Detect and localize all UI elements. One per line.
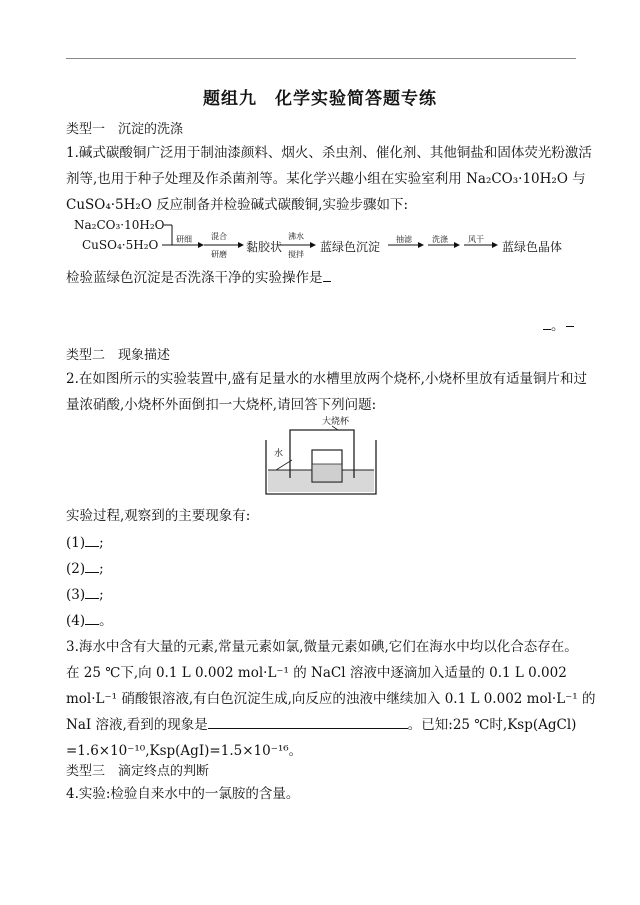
step-mill: 研磨	[211, 250, 227, 259]
reagent-2: CuSO₄·5H₂O	[82, 238, 159, 252]
header-rule	[66, 58, 576, 59]
q3-line5: =1.6×10⁻¹⁰,Ksp(AgI)=1.5×10⁻¹⁶。	[66, 743, 303, 759]
q2-answer-list	[66, 530, 113, 634]
section-heading-type3: 类型三 滴定终点的判断	[66, 764, 210, 779]
q3-line3: mol·L⁻¹ 硝酸银溶液,有白色沉淀生成,向反应的浊液中继续加入 0.1 L 0.002 mol·L⁻¹ 的	[66, 691, 596, 707]
question-1-text	[66, 140, 592, 218]
q1-answer-blank-2[interactable]	[566, 326, 574, 327]
q3-line4: NaI 溶液,看到的现象是 。已知:25 ℃时,Ksp(AgCl)	[66, 717, 577, 733]
step-grind: 研细	[176, 235, 192, 244]
q2-item-2: (2) ;	[66, 561, 104, 577]
q2-line1: 2.在如图所示的实验装置中,盛有足量水的水槽里放两个烧杯,小烧杯里放有适量铜片和过	[66, 371, 587, 387]
q2-blank-3[interactable]	[85, 598, 99, 599]
page-title: 题组九 化学实验简答题专练	[203, 89, 437, 109]
q2-line2: 量浓硝酸,小烧杯外面倒扣一大烧杯,请回答下列问题:	[66, 397, 377, 413]
step-dry: 风干	[468, 235, 484, 244]
step-mix: 混合	[211, 232, 227, 241]
question-2-text	[66, 366, 587, 418]
apparatus-diagram	[262, 414, 382, 496]
q1-question-text: 检验蓝绿色沉淀是否洗涤干净的实验操作是	[66, 270, 323, 286]
step-stir: 搅拌	[288, 250, 304, 259]
q1-question	[66, 266, 331, 286]
section-heading-type1: 类型一 沉淀的洗涤	[66, 122, 184, 137]
step-boil-water: 沸水	[288, 232, 304, 241]
q2-blank-4[interactable]	[85, 624, 99, 625]
q3-answer-blank[interactable]	[208, 728, 408, 729]
flow-diagram	[66, 216, 578, 262]
q1-line2: 剂等,也用于种子处理及作杀菌剂等。某化学兴趣小组在实验室利用 Na₂CO₃·10H₂O 与	[66, 171, 586, 187]
q2-blank-1[interactable]	[85, 546, 99, 547]
q1-answer-blank-1[interactable]	[323, 281, 331, 282]
q2-item-1: (1) ;	[66, 535, 104, 551]
label-big-beaker: 大烧杯	[322, 417, 350, 427]
q1-answer-blank-3[interactable]	[543, 329, 551, 330]
product-crystal: 蓝绿色晶体	[502, 240, 563, 254]
q1-line3: CuSO₄·5H₂O 反应制备并检验碱式碳酸铜,实验步骤如下:	[66, 197, 409, 213]
q1-line1: 1.碱式碳酸铜广泛用于制油漆颜料、烟火、杀虫剂、催化剂、其他铜盐和固体荧光粉激活	[66, 145, 592, 161]
q2-item-3: (3) ;	[66, 587, 104, 603]
q3-line2: 在 25 ℃下,向 0.1 L 0.002 mol·L⁻¹ 的 NaCl 溶液中逐滴加入适量的 0.1 L 0.002	[66, 665, 567, 681]
q1-answer-end	[543, 314, 565, 334]
step-wash: 洗涤	[432, 235, 448, 244]
product-precipitate: 蓝绿色沉淀	[320, 240, 381, 254]
q1-end-mark: 。	[551, 318, 565, 334]
question-3-text	[66, 634, 596, 764]
q4-line1: 4.实验:检验自来水中的一氯胺的含量。	[66, 786, 300, 802]
step-filter: 抽滤	[396, 235, 412, 244]
q2-blank-2[interactable]	[85, 572, 99, 573]
reagent-1: Na₂CO₃·10H₂O	[74, 218, 165, 232]
q3-line1: 3.海水中含有大量的元素,常量元素如氯,微量元素如碘,它们在海水中均以化合态存在。	[66, 639, 578, 655]
section-heading-type2: 类型二 现象描述	[66, 348, 171, 363]
product-gel: 黏胶状	[246, 240, 283, 254]
q2-intro: 实验过程,观察到的主要现象有:	[66, 508, 251, 524]
label-water: 水	[274, 449, 284, 459]
q2-item-4: (4) 。	[66, 613, 113, 629]
